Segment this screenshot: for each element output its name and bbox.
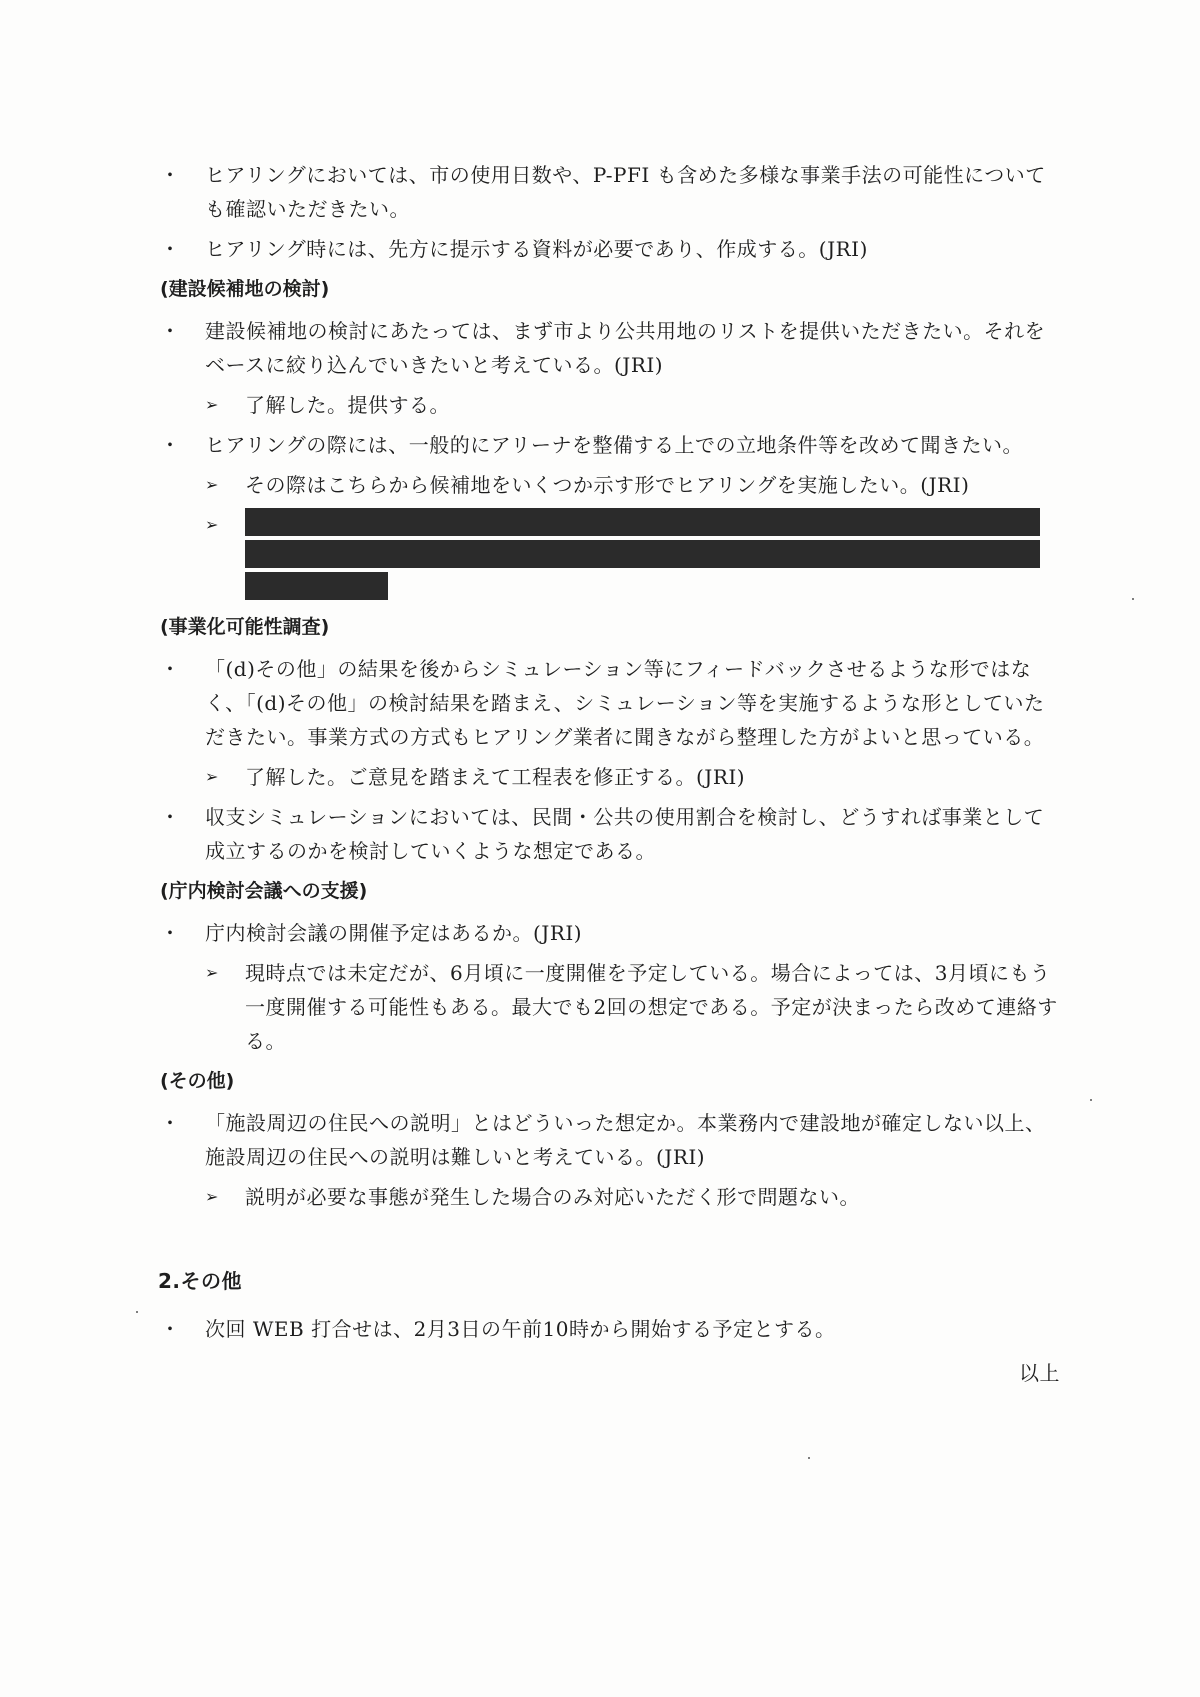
scan-speck: [1090, 1099, 1092, 1101]
section-title: 2.その他: [158, 1269, 243, 1293]
reply-text: 了解した。ご意見を踏まえて工程表を修正する。(JRI): [245, 765, 746, 789]
list-item: [160, 158, 1060, 226]
reply-text: 現時点では未定だが、6月頃に一度開催を予定している。場合によっては、3月頃にもう一度開催する可能性もある。最大でも2回の想定である。予定が決まったら改めて連絡する。: [245, 961, 1058, 1053]
arrow-bullet-icon: ➢: [205, 963, 219, 982]
scan-speck: [1132, 598, 1134, 600]
bullet-mark: ・: [160, 1317, 181, 1341]
scan-speck: [136, 1311, 138, 1313]
reply-item: [160, 468, 1060, 502]
list-item-text: ヒアリングにおいては、市の使用日数や、P-PFI も含めた多様な事業手法の可能性についても確認いただきたい。: [205, 163, 1046, 221]
heading-site-candidates: (建設候補地の検討): [160, 278, 330, 300]
list-item: [160, 652, 1060, 754]
list-item-text: 収支シミュレーションにおいては、民間・公共の使用割合を検討し、どうすれば事業として成立するのかを検討していくような想定である。: [205, 805, 1045, 863]
list-item: [160, 1312, 1060, 1346]
reply-item: [160, 760, 1060, 794]
list-item-text: ヒアリング時には、先方に提示する資料が必要であり、作成する。(JRI): [205, 237, 868, 261]
bullet-mark: ・: [160, 1111, 181, 1135]
list-item-text: 「施設周辺の住民への説明」とはどういった想定か。本業務内で建設地が確定しない以上、施設周辺の住民への説明は難しいと考えている。(JRI): [205, 1111, 1046, 1169]
bullet-mark: ・: [160, 319, 181, 343]
list-item-text: 庁内検討会議の開催予定はあるか。(JRI): [205, 921, 583, 945]
list-item: [160, 428, 1060, 462]
list-item: [160, 800, 1060, 868]
reply-item: [160, 956, 1060, 1058]
bullet-mark: ・: [160, 237, 181, 261]
bullet-mark: ・: [160, 433, 181, 457]
bullet-mark: ・: [160, 921, 181, 945]
arrow-bullet-icon: ➢: [205, 1187, 219, 1206]
arrow-bullet-icon: ➢: [205, 475, 219, 494]
heading-feasibility-study: (事業化可能性調査): [160, 616, 330, 638]
redacted-reply: [160, 508, 1060, 600]
list-item-text: 建設候補地の検討にあたっては、まず市より公共用地のリストを提供いただきたい。それをベースに絞り込んでいきたいと考えている。(JRI): [205, 319, 1046, 377]
list-item-text: 「(d)その他」の結果を後からシミュレーション等にフィードバックさせるような形ではなく、「(d)その他」の検討結果を踏まえ、シミュレーション等を実施するような形としていただきたい。事業方式の方式もヒアリング業者に聞きながら整理した方がよいと思っている。: [205, 657, 1045, 749]
list-item: [160, 314, 1060, 382]
heading-other: (その他): [160, 1070, 235, 1092]
arrow-bullet-icon: ➢: [205, 395, 219, 414]
redaction-bar: [245, 508, 1040, 536]
arrow-bullet-icon: ➢: [205, 515, 219, 534]
arrow-bullet-icon: ➢: [205, 767, 219, 786]
reply-text: 説明が必要な事態が発生した場合のみ対応いただく形で問題ない。: [245, 1185, 860, 1209]
bullet-mark: ・: [160, 805, 181, 829]
list-item: [160, 1106, 1060, 1174]
redaction-bar: [245, 572, 388, 600]
heading-internal-council: (庁内検討会議への支援): [160, 880, 368, 902]
document-body: [160, 158, 1060, 1390]
list-item: [160, 916, 1060, 950]
list-item-text: ヒアリングの際には、一般的にアリーナを整備する上での立地条件等を改めて聞きたい。: [205, 433, 1023, 457]
reply-text: 了解した。提供する。: [245, 393, 450, 417]
list-item: [160, 232, 1060, 266]
bullet-mark: ・: [160, 163, 181, 187]
reply-item: [160, 1180, 1060, 1214]
scan-speck: [808, 1457, 810, 1459]
reply-text: その際はこちらから候補地をいくつか示す形でヒアリングを実施したい。(JRI): [245, 473, 970, 497]
closing-mark: 以上: [1019, 1361, 1060, 1385]
reply-item: [160, 388, 1060, 422]
list-item-text: 次回 WEB 打合せは、2月3日の午前10時から開始する予定とする。: [205, 1317, 836, 1341]
bullet-mark: ・: [160, 657, 181, 681]
redaction-bar: [245, 540, 1040, 568]
